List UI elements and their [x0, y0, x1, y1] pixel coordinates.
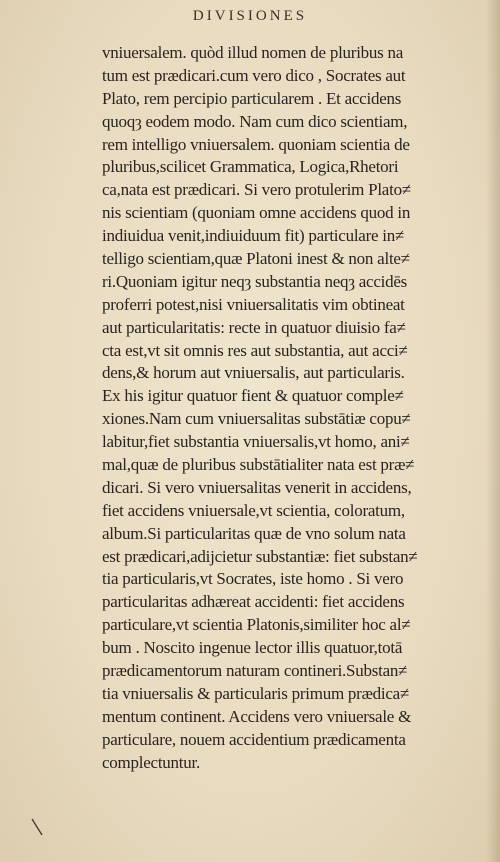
text-line: mentum continent. Accidens vero vniuersale &	[102, 706, 412, 726]
text-line: rem intelligo vniuersalem. quoniam scientia de	[102, 134, 410, 154]
text-line: tia vniuersalis & particularis primum prædica≠	[102, 683, 410, 703]
text-line: dicari. Si vero vniuersalitas venerit in accidens,	[102, 477, 412, 497]
text-line: xiones.Nam cum vniuersalitas substātiæ copu≠	[102, 409, 411, 429]
text-line: album.Si particularitas quæ de vno solum nata	[102, 523, 406, 543]
text-line: Plato, rem percipio particularem . Et accidens	[102, 88, 402, 108]
text-line: quoqȝ eodem modo. Nam cum dico scientiam,	[102, 111, 408, 131]
margin-stroke-mark	[30, 818, 44, 836]
text-line: est prædicari,adijcietur substantiæ: fiet substan≠	[102, 546, 418, 566]
text-line: dens,& horum aut vniuersalis, aut particularis.	[102, 363, 405, 383]
text-line: vniuersalem. quòd illud nomen de pluribus na	[102, 43, 404, 62]
text-line: particulare,vt scientia Platonis,similiter hoc al≠	[102, 615, 411, 635]
text-line: Ex his igitur quatuor fient & quatuor comple≠	[102, 386, 404, 406]
text-line: mal,quæ de pluribus substātialiter nata est præ≠	[102, 455, 415, 475]
page-edge-shadow	[486, 0, 500, 862]
text-line: tum est prædicari.cum vero dico , Socrates aut	[102, 65, 406, 85]
text-line: tia particularis,vt Socrates, iste homo . Si vero	[102, 569, 404, 589]
text-line: ca,nata est prædicari. Si vero protulerim Plato≠	[102, 180, 411, 200]
text-line: bum . Noscito ingenue lector illis quatuor,totā	[102, 638, 403, 658]
running-title: DIVISIONES	[192, 8, 308, 24]
text-line: labitur,fiet substantia vniuersalis,vt homo, ani≠	[102, 432, 410, 452]
text-line: telligo scientiam,quæ Platoni inest & non alte≠	[102, 249, 410, 269]
text-line: pluribus,scilicet Grammatica, Logica,Rhetori	[102, 157, 399, 177]
main-text-block	[102, 42, 474, 775]
text-line: ri.Quoniam igitur neqȝ substantia neqȝ accidēs	[102, 271, 408, 291]
text-line: cta est,vt sit omnis res aut substantia, aut acci≠	[102, 340, 408, 360]
text-line: particulare, nouem accidentium prædicamenta	[102, 729, 406, 749]
text-line: complectuntur.	[102, 752, 201, 772]
text-line: aut particularitatis: recte in quatuor diuisio fa≠	[102, 317, 406, 337]
text-line: particularitas adhæreat accidenti: fiet accidens	[102, 592, 405, 612]
text-line: proferri potest,nisi vniuersalitatis vim obtineat	[102, 294, 405, 314]
text-line: indiuidua venit,indiuiduum fit) particulare in≠	[102, 226, 405, 246]
text-line: nis scientiam (quoniam omne accidens quod in	[102, 203, 411, 223]
text-line: fiet accidens vniuersale,vt scientia, coloratum,	[102, 500, 405, 520]
text-line: prædicamentorum naturam contineri.Substan≠	[102, 661, 408, 681]
